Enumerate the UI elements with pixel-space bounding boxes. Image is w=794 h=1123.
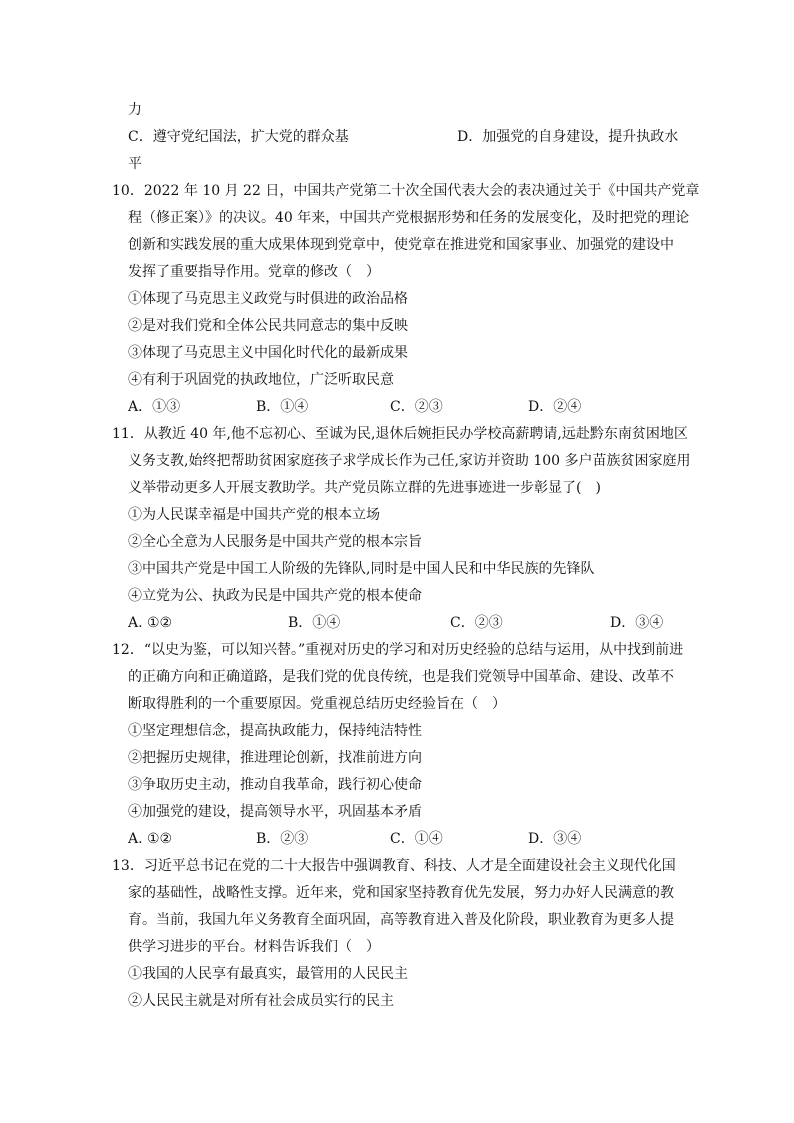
q12-option-c: C．①④	[390, 831, 443, 847]
q11-item-2: ②全心全意为人民服务是中国共产党的根本宗旨	[128, 534, 422, 550]
q12-item-4: ④加强党的建设，提高领导水平，巩固基本矛盾	[128, 804, 422, 820]
q10-option-c: C．②③	[390, 399, 443, 415]
q12-stem-line-3: 断取得胜利的一个重要原因。党重视总结历史经验旨在（ ）	[128, 696, 506, 712]
prev-option-d: D．加强党的自身建设，提升执政水	[457, 129, 679, 145]
q10-stem-line-4: 发挥了重要指导作用。党章的修改（ ）	[128, 264, 380, 280]
q10-option-a: A．①③	[128, 399, 181, 415]
q13-stem-line-1: 13．习近平总书记在党的二十大报告中强调教育、科技、人才是全面建设社会主义现代化国	[112, 858, 676, 874]
q12-stem-line-2: 的正确方向和正确道路，是我们党的优良传统，也是我们党领导中国革命、建设、改革不	[128, 669, 674, 685]
q13-stem-line-3: 育。当前，我国九年义务教育全面巩固，高等教育进入普及化阶段，职业教育为更多人提	[128, 912, 674, 928]
q10-stem-line-3: 创新和实践发展的重大成果体现到党章中，使党章在推进党和国家事业、加强党的建设中	[128, 237, 674, 253]
prev-option-c: C．遵守党纪国法，扩大党的群众基	[128, 129, 349, 145]
q10-option-d: D．②④	[528, 399, 582, 415]
q11-option-b: B．①④	[288, 615, 341, 631]
q10-stem-line-1: 10．2022 年 10 月 22 日，中国共产党第二十次全国代表大会的表决通过关于《中国共产党章	[112, 183, 700, 199]
q12-item-2: ②把握历史规律，推进理论创新，找准前进方向	[128, 750, 422, 766]
q11-option-d: D．③④	[610, 615, 664, 631]
q10-item-2: ②是对我们党和全体公民共同意志的集中反映	[128, 318, 408, 334]
q13-stem-line-2: 家的基础性，战略性支撑。近年来，党和国家坚持教育优先发展，努力办好人民满意的教	[128, 885, 674, 901]
q10-option-b: B．①④	[256, 399, 309, 415]
q11-stem-line-1: 11．从教近 40 年,他不忘初心、至诚为民,退休后婉拒民办学校高薪聘请,远赴黔东南贫困地区	[112, 426, 688, 442]
q10-stem-line-2: 程（修正案）》的决议。40 年来，中国共产党根据形势和任务的发展变化，及时把党的理论	[128, 210, 690, 226]
q13-item-2: ②人民民主就是对所有社会成员实行的民主	[128, 993, 394, 1009]
prev-option-d-tail: 平	[128, 156, 142, 172]
q10-item-1: ①体现了马克思主义政党与时俱进的政治品格	[128, 291, 408, 307]
q11-item-3: ③中国共产党是中国工人阶级的先锋队,同时是中国人民和中华民族的先锋队	[128, 561, 595, 577]
q11-stem-line-2: 义务支教,始终把帮助贫困家庭孩子求学成长作为己任,家访并资助 100 多户苗族贫困家庭用	[128, 453, 691, 469]
q12-stem-line-1: 12．“以史为鉴，可以知兴替。”重视对历史的学习和对历史经验的总结与运用，从中找到前进	[112, 642, 684, 658]
q12-option-d: D．③④	[528, 831, 582, 847]
q12-option-a: A. ①②	[128, 831, 173, 847]
q13-item-1: ①我国的人民享有最真实，最管用的人民民主	[128, 966, 408, 982]
q11-stem-line-3: 义举带动更多人开展支教助学。共产党员陈立群的先进事迹进一步彰显了( )	[128, 480, 601, 496]
q13-stem-line-4: 供学习进步的平台。材料告诉我们（ ）	[128, 939, 380, 955]
q11-item-4: ④立党为公、执政为民是中国共产党的根本使命	[128, 588, 422, 604]
q12-item-3: ③争取历史主动，推动自我革命，践行初心使命	[128, 777, 422, 793]
q12-option-b: B．②③	[256, 831, 309, 847]
q10-item-3: ③体现了马克思主义中国化时代化的最新成果	[128, 345, 408, 361]
q11-option-a: A. ①②	[128, 615, 173, 631]
q12-item-1: ①坚定理想信念，提高执政能力，保持纯洁特性	[128, 723, 422, 739]
q11-item-1: ①为人民谋幸福是中国共产党的根本立场	[128, 507, 380, 523]
prev-continuation: 力	[128, 102, 142, 118]
q10-item-4: ④有利于巩固党的执政地位，广泛听取民意	[128, 372, 394, 388]
q11-option-c: C．②③	[450, 615, 503, 631]
